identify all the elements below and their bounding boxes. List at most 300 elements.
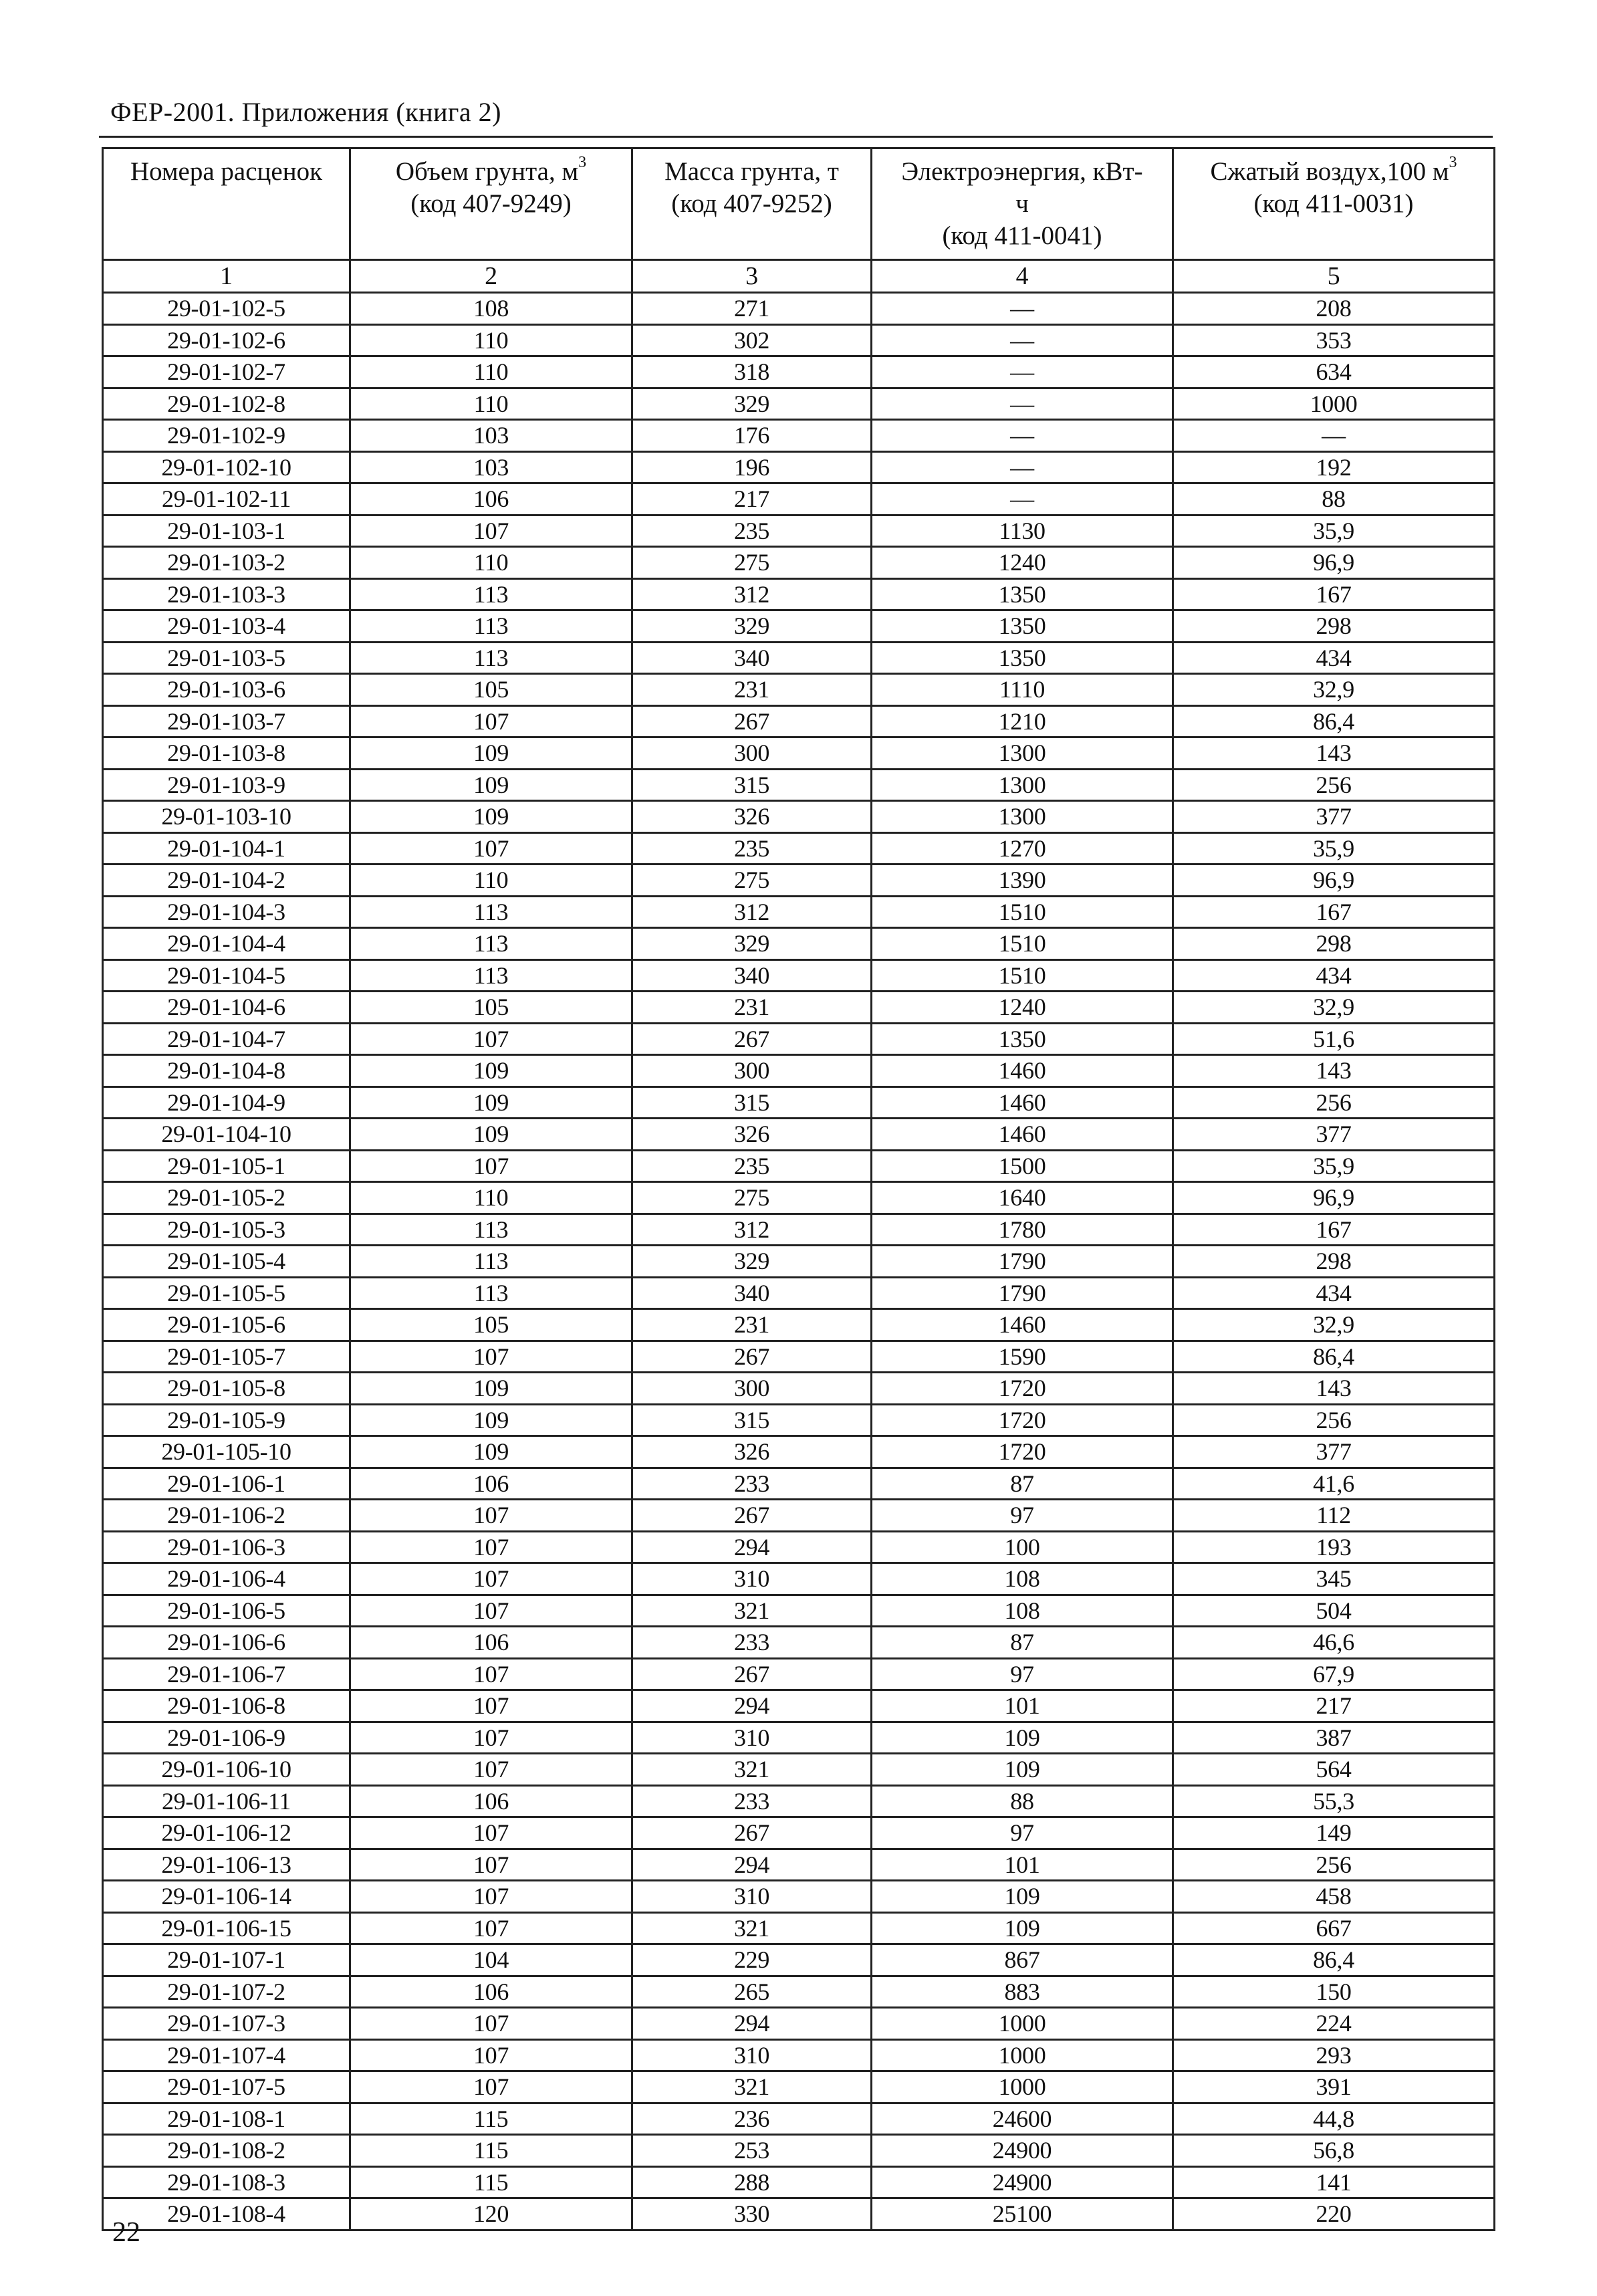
compressed-air-cell: 96,9 xyxy=(1173,547,1495,579)
soil-mass-cell: 310 xyxy=(632,1563,872,1595)
compressed-air-cell: 667 xyxy=(1173,1912,1495,1944)
electricity-cell: 97 xyxy=(872,1817,1173,1849)
rate-number-cell: 29-01-103-9 xyxy=(103,769,350,801)
electricity-cell: 1510 xyxy=(872,959,1173,992)
electricity-cell: 1240 xyxy=(872,547,1173,579)
table-row xyxy=(103,737,1495,770)
soil-mass-cell: 176 xyxy=(632,420,872,452)
compressed-air-cell: 224 xyxy=(1173,2008,1495,2040)
rate-number-cell: 29-01-105-3 xyxy=(103,1214,350,1246)
rate-number-cell: 29-01-105-6 xyxy=(103,1309,350,1341)
table-row xyxy=(103,705,1495,737)
table-row xyxy=(103,2135,1495,2167)
table-row xyxy=(103,1627,1495,1659)
soil-volume-cell: 109 xyxy=(350,801,632,833)
soil-volume-cell: 120 xyxy=(350,2198,632,2230)
compressed-air-cell: 256 xyxy=(1173,1086,1495,1119)
soil-mass-cell: 294 xyxy=(632,1690,872,1722)
column-header-line: Номера расценок xyxy=(130,157,323,186)
header-row xyxy=(103,148,1495,260)
soil-volume-cell: 109 xyxy=(350,1119,632,1151)
soil-volume-cell: 107 xyxy=(350,1817,632,1849)
rate-number-cell: 29-01-105-5 xyxy=(103,1277,350,1309)
electricity-cell: — xyxy=(872,324,1173,356)
rate-number-cell: 29-01-106-7 xyxy=(103,1658,350,1690)
compressed-air-cell: 88 xyxy=(1173,483,1495,515)
table-row xyxy=(103,1690,1495,1722)
compressed-air-cell: 458 xyxy=(1173,1881,1495,1913)
compressed-air-cell: 193 xyxy=(1173,1531,1495,1563)
compressed-air-cell: 143 xyxy=(1173,737,1495,770)
column-header-line: Объем грунта, м xyxy=(395,157,579,186)
rate-number-cell: 29-01-103-10 xyxy=(103,801,350,833)
electricity-cell: 1720 xyxy=(872,1373,1173,1405)
soil-volume-cell: 108 xyxy=(350,293,632,325)
soil-volume-cell: 104 xyxy=(350,1944,632,1976)
rate-number-cell: 29-01-103-3 xyxy=(103,578,350,610)
resource-ratios-table xyxy=(102,147,1495,2231)
compressed-air-cell: 434 xyxy=(1173,1277,1495,1309)
compressed-air-cell: 86,4 xyxy=(1173,1341,1495,1373)
soil-mass-cell: 310 xyxy=(632,2039,872,2071)
soil-mass-cell: 318 xyxy=(632,356,872,388)
rate-number-cell: 29-01-102-10 xyxy=(103,451,350,483)
table-row xyxy=(103,1246,1495,1278)
compressed-air-cell: 377 xyxy=(1173,1436,1495,1468)
electricity-cell: 1780 xyxy=(872,1214,1173,1246)
rate-number-cell: 29-01-105-7 xyxy=(103,1341,350,1373)
rate-number-cell: 29-01-103-2 xyxy=(103,547,350,579)
soil-mass-cell: 326 xyxy=(632,801,872,833)
soil-volume-cell: 107 xyxy=(350,1341,632,1373)
soil-volume-cell: 109 xyxy=(350,737,632,770)
soil-volume-cell: 107 xyxy=(350,1690,632,1722)
soil-mass-cell: 267 xyxy=(632,1500,872,1532)
column-header-code: (код 411-0031) xyxy=(1253,189,1414,218)
soil-mass-cell: 312 xyxy=(632,896,872,928)
rate-number-cell: 29-01-107-5 xyxy=(103,2071,350,2103)
column-header-soil-volume xyxy=(350,148,632,260)
table-row xyxy=(103,1404,1495,1436)
compressed-air-cell: 96,9 xyxy=(1173,1182,1495,1214)
soil-volume-cell: 106 xyxy=(350,483,632,515)
soil-volume-cell: 113 xyxy=(350,896,632,928)
soil-mass-cell: 321 xyxy=(632,1595,872,1627)
table-row xyxy=(103,959,1495,992)
soil-mass-cell: 235 xyxy=(632,515,872,547)
rate-number-cell: 29-01-103-1 xyxy=(103,515,350,547)
soil-volume-cell: 109 xyxy=(350,1404,632,1436)
compressed-air-cell: 67,9 xyxy=(1173,1658,1495,1690)
soil-mass-cell: 235 xyxy=(632,1150,872,1182)
soil-volume-cell: 113 xyxy=(350,642,632,674)
soil-volume-cell: 107 xyxy=(350,832,632,865)
soil-mass-cell: 267 xyxy=(632,1817,872,1849)
compressed-air-cell: 256 xyxy=(1173,769,1495,801)
rate-number-cell: 29-01-105-10 xyxy=(103,1436,350,1468)
column-header-rate-numbers xyxy=(103,148,350,260)
table-row xyxy=(103,769,1495,801)
column-header-line: ч xyxy=(1015,189,1029,218)
electricity-cell: 1110 xyxy=(872,674,1173,706)
rate-number-cell: 29-01-106-2 xyxy=(103,1500,350,1532)
soil-mass-cell: 275 xyxy=(632,547,872,579)
table-row xyxy=(103,420,1495,452)
soil-volume-cell: 105 xyxy=(350,1309,632,1341)
electricity-cell: 1000 xyxy=(872,2039,1173,2071)
soil-mass-cell: 326 xyxy=(632,1436,872,1468)
table-row xyxy=(103,1531,1495,1563)
table-row xyxy=(103,1277,1495,1309)
soil-volume-cell: 107 xyxy=(350,1531,632,1563)
column-number: 2 xyxy=(350,260,632,293)
soil-volume-cell: 110 xyxy=(350,1182,632,1214)
compressed-air-cell: 143 xyxy=(1173,1055,1495,1087)
rate-number-cell: 29-01-106-6 xyxy=(103,1627,350,1659)
compressed-air-cell: 167 xyxy=(1173,896,1495,928)
soil-mass-cell: 275 xyxy=(632,1182,872,1214)
soil-volume-cell: 115 xyxy=(350,2166,632,2198)
table-row xyxy=(103,2198,1495,2230)
rate-number-cell: 29-01-108-4 xyxy=(103,2198,350,2230)
electricity-cell: 1510 xyxy=(872,928,1173,960)
rate-number-cell: 29-01-106-3 xyxy=(103,1531,350,1563)
soil-mass-cell: 315 xyxy=(632,1086,872,1119)
column-header-code: (код 407-9252) xyxy=(671,189,832,218)
soil-mass-cell: 300 xyxy=(632,1055,872,1087)
table-header xyxy=(103,148,1495,260)
table-row xyxy=(103,1563,1495,1595)
table-row xyxy=(103,1055,1495,1087)
electricity-cell: 101 xyxy=(872,1849,1173,1881)
compressed-air-cell: 220 xyxy=(1173,2198,1495,2230)
soil-mass-cell: 236 xyxy=(632,2103,872,2135)
electricity-cell: 1300 xyxy=(872,737,1173,770)
electricity-cell: 1350 xyxy=(872,578,1173,610)
soil-mass-cell: 312 xyxy=(632,1214,872,1246)
rate-number-cell: 29-01-104-6 xyxy=(103,992,350,1024)
soil-mass-cell: 321 xyxy=(632,2071,872,2103)
soil-mass-cell: 231 xyxy=(632,992,872,1024)
electricity-cell: 1270 xyxy=(872,832,1173,865)
electricity-cell: 100 xyxy=(872,1531,1173,1563)
compressed-air-cell: 112 xyxy=(1173,1500,1495,1532)
soil-volume-cell: 110 xyxy=(350,388,632,420)
soil-mass-cell: 310 xyxy=(632,1722,872,1754)
electricity-cell: 109 xyxy=(872,1881,1173,1913)
table-row xyxy=(103,992,1495,1024)
compressed-air-cell: 298 xyxy=(1173,1246,1495,1278)
rate-number-cell: 29-01-102-5 xyxy=(103,293,350,325)
soil-volume-cell: 105 xyxy=(350,674,632,706)
soil-mass-cell: 267 xyxy=(632,1341,872,1373)
electricity-cell: 867 xyxy=(872,1944,1173,1976)
rate-number-cell: 29-01-104-3 xyxy=(103,896,350,928)
soil-mass-cell: 229 xyxy=(632,1944,872,1976)
electricity-cell: 97 xyxy=(872,1658,1173,1690)
rate-number-cell: 29-01-104-4 xyxy=(103,928,350,960)
rate-number-cell: 29-01-106-9 xyxy=(103,1722,350,1754)
electricity-cell: 1790 xyxy=(872,1246,1173,1278)
rate-number-cell: 29-01-106-8 xyxy=(103,1690,350,1722)
compressed-air-cell: 96,9 xyxy=(1173,865,1495,897)
compressed-air-cell: 56,8 xyxy=(1173,2135,1495,2167)
electricity-cell: 1130 xyxy=(872,515,1173,547)
soil-mass-cell: 294 xyxy=(632,1849,872,1881)
electricity-cell: — xyxy=(872,483,1173,515)
soil-mass-cell: 312 xyxy=(632,578,872,610)
column-header-electricity xyxy=(872,148,1173,260)
table-row xyxy=(103,547,1495,579)
soil-volume-cell: 107 xyxy=(350,515,632,547)
rate-number-cell: 29-01-103-8 xyxy=(103,737,350,770)
electricity-cell: 1790 xyxy=(872,1277,1173,1309)
table-row xyxy=(103,2166,1495,2198)
soil-volume-cell: 103 xyxy=(350,420,632,452)
compressed-air-cell: 44,8 xyxy=(1173,2103,1495,2135)
electricity-cell: 109 xyxy=(872,1912,1173,1944)
table-row xyxy=(103,1881,1495,1913)
soil-volume-cell: 115 xyxy=(350,2103,632,2135)
electricity-cell: 101 xyxy=(872,1690,1173,1722)
soil-mass-cell: 329 xyxy=(632,928,872,960)
table-row xyxy=(103,2103,1495,2135)
soil-mass-cell: 300 xyxy=(632,737,872,770)
soil-volume-cell: 113 xyxy=(350,928,632,960)
rate-number-cell: 29-01-104-7 xyxy=(103,1023,350,1055)
electricity-cell: — xyxy=(872,293,1173,325)
soil-volume-cell: 107 xyxy=(350,705,632,737)
rate-number-cell: 29-01-105-8 xyxy=(103,1373,350,1405)
soil-mass-cell: 288 xyxy=(632,2166,872,2198)
column-header-line: Масса грунта, т xyxy=(664,157,839,186)
soil-volume-cell: 107 xyxy=(350,1150,632,1182)
soil-mass-cell: 315 xyxy=(632,1404,872,1436)
soil-volume-cell: 106 xyxy=(350,1627,632,1659)
compressed-air-cell: 434 xyxy=(1173,642,1495,674)
soil-volume-cell: 110 xyxy=(350,356,632,388)
soil-volume-cell: 110 xyxy=(350,547,632,579)
electricity-cell: 1300 xyxy=(872,801,1173,833)
electricity-cell: 1460 xyxy=(872,1086,1173,1119)
table-row xyxy=(103,1658,1495,1690)
electricity-cell: 108 xyxy=(872,1595,1173,1627)
soil-volume-cell: 107 xyxy=(350,1595,632,1627)
electricity-cell: 1590 xyxy=(872,1341,1173,1373)
electricity-cell: — xyxy=(872,451,1173,483)
compressed-air-cell: 298 xyxy=(1173,610,1495,643)
compressed-air-cell: 256 xyxy=(1173,1849,1495,1881)
compressed-air-cell: 434 xyxy=(1173,959,1495,992)
rate-number-cell: 29-01-106-11 xyxy=(103,1785,350,1817)
soil-volume-cell: 115 xyxy=(350,2135,632,2167)
rate-number-cell: 29-01-108-1 xyxy=(103,2103,350,2135)
superscript: 3 xyxy=(1449,154,1457,171)
soil-volume-cell: 113 xyxy=(350,1277,632,1309)
soil-volume-cell: 113 xyxy=(350,1246,632,1278)
electricity-cell: 1300 xyxy=(872,769,1173,801)
soil-mass-cell: 294 xyxy=(632,1531,872,1563)
soil-volume-cell: 107 xyxy=(350,1912,632,1944)
rate-number-cell: 29-01-106-5 xyxy=(103,1595,350,1627)
electricity-cell: 1350 xyxy=(872,610,1173,643)
soil-mass-cell: 321 xyxy=(632,1912,872,1944)
table-row xyxy=(103,1817,1495,1849)
column-number: 4 xyxy=(872,260,1173,293)
compressed-air-cell: 192 xyxy=(1173,451,1495,483)
soil-volume-cell: 107 xyxy=(350,1658,632,1690)
soil-mass-cell: 310 xyxy=(632,1881,872,1913)
soil-mass-cell: 233 xyxy=(632,1785,872,1817)
soil-volume-cell: 109 xyxy=(350,1055,632,1087)
table-row xyxy=(103,1341,1495,1373)
compressed-air-cell: — xyxy=(1173,420,1495,452)
table-row xyxy=(103,578,1495,610)
soil-mass-cell: 329 xyxy=(632,388,872,420)
electricity-cell: 109 xyxy=(872,1722,1173,1754)
rate-number-cell: 29-01-103-4 xyxy=(103,610,350,643)
soil-volume-cell: 107 xyxy=(350,1563,632,1595)
superscript: 3 xyxy=(578,154,587,171)
rate-number-cell: 29-01-107-3 xyxy=(103,2008,350,2040)
soil-mass-cell: 321 xyxy=(632,1754,872,1786)
compressed-air-cell: 41,6 xyxy=(1173,1468,1495,1500)
rate-number-cell: 29-01-104-2 xyxy=(103,865,350,897)
compressed-air-cell: 167 xyxy=(1173,1214,1495,1246)
soil-mass-cell: 267 xyxy=(632,1023,872,1055)
column-number: 1 xyxy=(103,260,350,293)
soil-volume-cell: 107 xyxy=(350,1754,632,1786)
table-row xyxy=(103,642,1495,674)
soil-mass-cell: 340 xyxy=(632,1277,872,1309)
column-header-line: Сжатый воздух,100 м xyxy=(1210,157,1449,186)
soil-mass-cell: 302 xyxy=(632,324,872,356)
table-row xyxy=(103,388,1495,420)
rate-number-cell: 29-01-106-4 xyxy=(103,1563,350,1595)
compressed-air-cell: 32,9 xyxy=(1173,1309,1495,1341)
table-row xyxy=(103,1309,1495,1341)
table-row xyxy=(103,1119,1495,1151)
table-row xyxy=(103,293,1495,325)
compressed-air-cell: 35,9 xyxy=(1173,515,1495,547)
compressed-air-cell: 150 xyxy=(1173,1976,1495,2008)
rate-number-cell: 29-01-103-5 xyxy=(103,642,350,674)
compressed-air-cell: 504 xyxy=(1173,1595,1495,1627)
electricity-cell: 883 xyxy=(872,1976,1173,2008)
soil-volume-cell: 107 xyxy=(350,1500,632,1532)
compressed-air-cell: 32,9 xyxy=(1173,992,1495,1024)
compressed-air-cell: 377 xyxy=(1173,801,1495,833)
column-header-line: Электроэнергия, кВт- xyxy=(901,157,1143,186)
table-row xyxy=(103,801,1495,833)
column-header-soil-mass xyxy=(632,148,872,260)
compressed-air-cell: 1000 xyxy=(1173,388,1495,420)
electricity-cell: 108 xyxy=(872,1563,1173,1595)
compressed-air-cell: 86,4 xyxy=(1173,705,1495,737)
column-header-code: (код 411-0041) xyxy=(942,221,1102,250)
soil-mass-cell: 329 xyxy=(632,610,872,643)
soil-mass-cell: 315 xyxy=(632,769,872,801)
compressed-air-cell: 35,9 xyxy=(1173,832,1495,865)
electricity-cell: 1510 xyxy=(872,896,1173,928)
rate-number-cell: 29-01-104-5 xyxy=(103,959,350,992)
compressed-air-cell: 86,4 xyxy=(1173,1944,1495,1976)
soil-volume-cell: 113 xyxy=(350,959,632,992)
soil-mass-cell: 267 xyxy=(632,705,872,737)
compressed-air-cell: 32,9 xyxy=(1173,674,1495,706)
electricity-cell: 25100 xyxy=(872,2198,1173,2230)
compressed-air-cell: 46,6 xyxy=(1173,1627,1495,1659)
rate-number-cell: 29-01-102-6 xyxy=(103,324,350,356)
rate-number-cell: 29-01-103-7 xyxy=(103,705,350,737)
soil-mass-cell: 253 xyxy=(632,2135,872,2167)
compressed-air-cell: 149 xyxy=(1173,1817,1495,1849)
table-row xyxy=(103,515,1495,547)
table-row xyxy=(103,483,1495,515)
table-row xyxy=(103,1150,1495,1182)
rate-number-cell: 29-01-104-9 xyxy=(103,1086,350,1119)
rate-number-cell: 29-01-106-12 xyxy=(103,1817,350,1849)
rate-number-cell: 29-01-107-2 xyxy=(103,1976,350,2008)
soil-mass-cell: 329 xyxy=(632,1246,872,1278)
electricity-cell: 1350 xyxy=(872,642,1173,674)
table-row xyxy=(103,1595,1495,1627)
compressed-air-cell: 256 xyxy=(1173,1404,1495,1436)
soil-volume-cell: 109 xyxy=(350,1436,632,1468)
soil-volume-cell: 110 xyxy=(350,324,632,356)
table-row xyxy=(103,1468,1495,1500)
table-row xyxy=(103,1023,1495,1055)
compressed-air-cell: 217 xyxy=(1173,1690,1495,1722)
rate-number-cell: 29-01-105-1 xyxy=(103,1150,350,1182)
running-title: ФЕР-2001. Приложения (книга 2) xyxy=(110,97,501,127)
rate-number-cell: 29-01-104-10 xyxy=(103,1119,350,1151)
table-row xyxy=(103,2008,1495,2040)
soil-volume-cell: 107 xyxy=(350,2039,632,2071)
rate-number-cell: 29-01-105-2 xyxy=(103,1182,350,1214)
rate-number-cell: 29-01-105-9 xyxy=(103,1404,350,1436)
table-row xyxy=(103,1436,1495,1468)
soil-volume-cell: 106 xyxy=(350,1785,632,1817)
compressed-air-cell: 564 xyxy=(1173,1754,1495,1786)
soil-mass-cell: 217 xyxy=(632,483,872,515)
electricity-cell: — xyxy=(872,388,1173,420)
rate-number-cell: 29-01-102-8 xyxy=(103,388,350,420)
compressed-air-cell: 208 xyxy=(1173,293,1495,325)
soil-volume-cell: 107 xyxy=(350,1849,632,1881)
electricity-cell: 88 xyxy=(872,1785,1173,1817)
electricity-cell: 1460 xyxy=(872,1119,1173,1151)
rate-number-cell: 29-01-102-9 xyxy=(103,420,350,452)
rate-number-cell: 29-01-106-13 xyxy=(103,1849,350,1881)
electricity-cell: 97 xyxy=(872,1500,1173,1532)
table-row xyxy=(103,2039,1495,2071)
column-header-compressed-air xyxy=(1173,148,1495,260)
header-rule xyxy=(99,136,1493,138)
column-number: 5 xyxy=(1173,260,1495,293)
compressed-air-cell: 141 xyxy=(1173,2166,1495,2198)
table-row xyxy=(103,1214,1495,1246)
compressed-air-cell: 353 xyxy=(1173,324,1495,356)
soil-volume-cell: 109 xyxy=(350,1373,632,1405)
rate-number-cell: 29-01-107-1 xyxy=(103,1944,350,1976)
rate-number-cell: 29-01-104-8 xyxy=(103,1055,350,1087)
electricity-cell: 1000 xyxy=(872,2071,1173,2103)
soil-mass-cell: 233 xyxy=(632,1468,872,1500)
soil-mass-cell: 275 xyxy=(632,865,872,897)
electricity-cell: 109 xyxy=(872,1754,1173,1786)
table-row xyxy=(103,1500,1495,1532)
